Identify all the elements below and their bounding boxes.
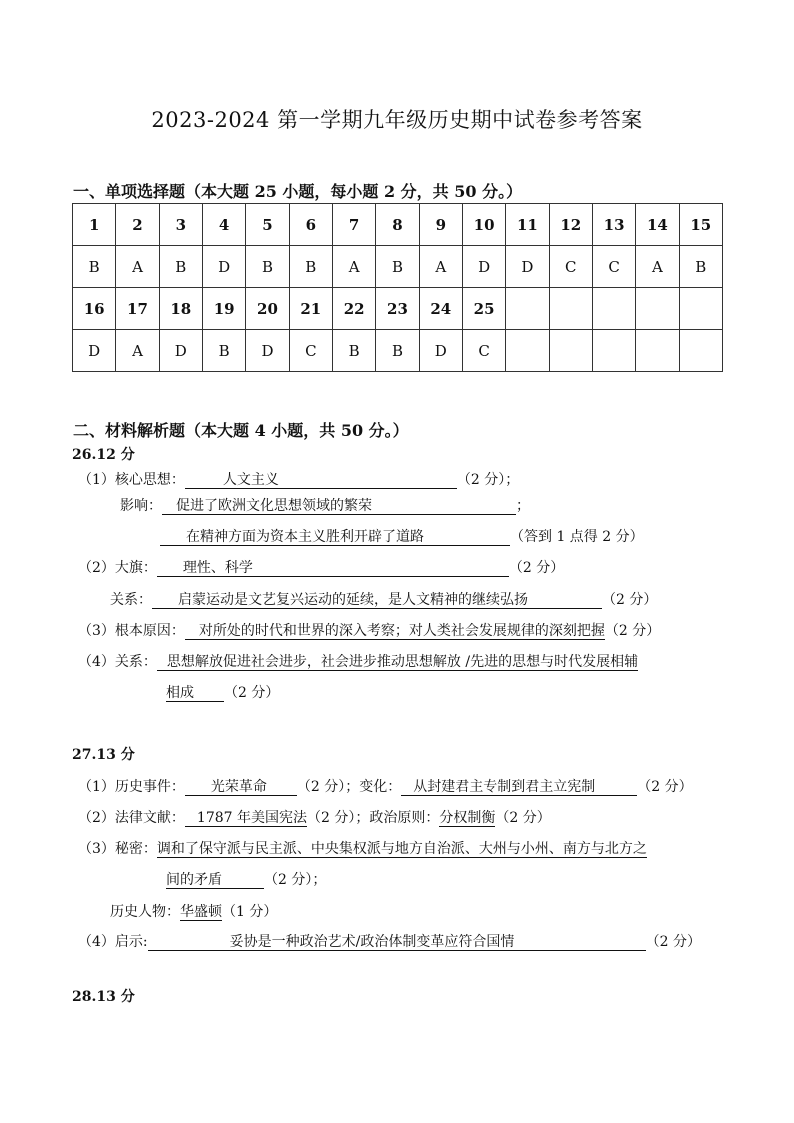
q27-3-label: （3）秘密：	[78, 841, 157, 857]
q26-3-answer: 在精神方面为资本主义胜利开辟了道路	[160, 529, 510, 546]
q27-line5	[110, 901, 277, 921]
table-row-numbers	[73, 204, 723, 246]
table-row-answers	[73, 330, 723, 372]
q27-5-answer: 华盛顿	[180, 904, 222, 920]
q27-1-label: （1）历史事件：	[78, 779, 185, 795]
table-cell: 5	[246, 204, 289, 246]
table-cell: 16	[73, 288, 116, 330]
table-cell: 7	[332, 204, 375, 246]
q27-1-answer2: 从封建君主专制到君主立宪制	[401, 779, 637, 796]
table-cell: 23	[376, 288, 419, 330]
q27-line6	[78, 931, 701, 951]
table-cell: 20	[246, 288, 289, 330]
table-cell: 21	[289, 288, 332, 330]
q27-5-score: （1 分）	[222, 904, 278, 920]
table-cell: 14	[636, 204, 679, 246]
table-cell: A	[636, 246, 679, 288]
q27-2-answer2: 分权制衡	[439, 810, 496, 826]
table-cell	[592, 330, 635, 372]
table-cell: 9	[419, 204, 462, 246]
table-cell: B	[202, 330, 245, 372]
table-cell	[592, 288, 635, 330]
q27-6-answer: 妥协是一种政治艺术/政治体制变革应符合国情	[148, 934, 646, 951]
table-cell: B	[679, 246, 722, 288]
q26-6-answer: 对所处的时代和世界的深入考察；对人类社会发展规律的深刻把握	[185, 623, 605, 640]
table-cell	[636, 288, 679, 330]
table-cell: B	[332, 330, 375, 372]
q27-line2	[78, 807, 551, 827]
table-cell: 6	[289, 204, 332, 246]
table-cell	[549, 330, 592, 372]
table-cell: D	[506, 246, 549, 288]
q26-1-label: （1）核心思想：	[78, 472, 185, 488]
q26-heading: 26.12 分	[72, 447, 135, 463]
q26-line5	[110, 589, 657, 609]
q26-3-score: （答到 1 点得 2 分）	[510, 529, 644, 545]
q27-line1	[78, 776, 693, 796]
table-cell: D	[73, 330, 116, 372]
table-cell: D	[462, 246, 505, 288]
table-cell: 15	[679, 204, 722, 246]
table-cell: A	[419, 246, 462, 288]
table-cell: C	[462, 330, 505, 372]
table-cell: 3	[159, 204, 202, 246]
table-cell: 8	[376, 204, 419, 246]
q26-line4	[78, 557, 564, 577]
table-cell	[679, 288, 722, 330]
table-cell: D	[246, 330, 289, 372]
table-cell: D	[159, 330, 202, 372]
table-cell: B	[376, 246, 419, 288]
table-cell: 10	[462, 204, 505, 246]
q26-4-score: （2 分）	[508, 560, 565, 576]
q27-2-label: （2）法律文献：	[78, 810, 185, 826]
q26-5-score: （2 分）	[602, 592, 658, 608]
table-cell: 11	[506, 204, 549, 246]
q26-line2	[120, 495, 530, 515]
table-cell: B	[159, 246, 202, 288]
q27-1-answer: 光荣革命	[185, 779, 297, 796]
table-cell	[549, 288, 592, 330]
table-cell	[679, 330, 722, 372]
table-cell: 1	[73, 204, 116, 246]
q26-2-label: 影响：	[120, 498, 162, 514]
q26-2-end: ；	[516, 498, 530, 514]
q27-3-answer: 调和了保守派与民主派、中央集权派与地方自治派、大州与小州、南方与北方之	[156, 841, 647, 857]
q27-2-answer: 1787 年美国宪法	[185, 810, 307, 827]
table-cell: D	[419, 330, 462, 372]
q27-2-mid: （2 分）；政治原则：	[307, 810, 440, 826]
table-cell: B	[246, 246, 289, 288]
q26-8-answer: 相成	[166, 685, 224, 702]
table-cell: A	[332, 246, 375, 288]
table-cell: 25	[462, 288, 505, 330]
table-cell: 18	[159, 288, 202, 330]
table-cell: 24	[419, 288, 462, 330]
q26-line7	[78, 651, 638, 671]
q26-line8	[166, 682, 279, 702]
q27-4-answer: 间的矛盾	[166, 872, 264, 889]
table-cell: C	[289, 330, 332, 372]
answer-table	[72, 203, 723, 372]
table-cell: 4	[202, 204, 245, 246]
table-cell: 17	[116, 288, 159, 330]
q27-1-score: （2 分）	[637, 779, 693, 795]
table-row-numbers	[73, 288, 723, 330]
q26-line1	[78, 469, 519, 489]
table-cell: 13	[592, 204, 635, 246]
q26-line3	[160, 526, 644, 546]
table-cell: C	[592, 246, 635, 288]
table-cell: B	[376, 330, 419, 372]
q26-6-score: （2 分）	[604, 623, 661, 639]
table-row-answers	[73, 246, 723, 288]
q26-4-answer: 理性、科学	[157, 560, 509, 577]
q27-5-label: 历史人物：	[110, 904, 180, 920]
q26-5-label: 关系：	[110, 592, 152, 608]
table-cell: C	[549, 246, 592, 288]
table-cell: 19	[202, 288, 245, 330]
table-cell	[506, 288, 549, 330]
q27-line3	[78, 838, 647, 858]
table-cell: 2	[116, 204, 159, 246]
q26-7-label: （4）关系：	[78, 654, 157, 670]
table-cell: D	[202, 246, 245, 288]
q26-1-answer: 人文主义	[185, 472, 457, 489]
section1-heading: 一、单项选择题（本大题 25 小题，每小题 2 分，共 50 分。）	[73, 182, 523, 201]
q26-8-score: （2 分）	[224, 685, 280, 701]
q26-7-answer: 思想解放促进社会进步，社会进步推动思想解放 /先进的思想与时代发展相辅	[157, 654, 638, 671]
table-cell: B	[289, 246, 332, 288]
q27-6-score: （2 分）	[645, 934, 701, 950]
q27-1-mid: （2 分）；变化：	[296, 779, 402, 795]
q26-5-answer: 启蒙运动是文艺复兴运动的延续，是人文精神的继续弘扬	[152, 592, 602, 609]
q27-2-score: （2 分）	[495, 810, 551, 826]
table-cell	[636, 330, 679, 372]
table-cell: B	[73, 246, 116, 288]
table-cell: 12	[549, 204, 592, 246]
page-title: 2023-2024 第一学期九年级历史期中试卷参考答案	[151, 108, 643, 132]
table-cell: A	[116, 246, 159, 288]
q28-heading: 28.13 分	[72, 989, 135, 1005]
q26-2-answer: 促进了欧洲文化思想领域的繁荣	[162, 498, 516, 515]
q27-heading: 27.13 分	[72, 747, 135, 763]
table-cell	[506, 330, 549, 372]
q26-1-score: （2 分）；	[456, 472, 520, 488]
section2-heading: 二、材料解析题（本大题 4 小题，共 50 分。）	[73, 421, 409, 440]
q27-line4	[166, 869, 326, 889]
q26-6-label: （3）根本原因：	[78, 623, 185, 639]
q26-4-label: （2）大旗：	[78, 560, 157, 576]
q26-line6	[78, 620, 660, 640]
table-cell: 22	[332, 288, 375, 330]
q27-6-label: （4）启示:	[78, 934, 148, 950]
q27-4-score: （2 分）；	[264, 872, 327, 888]
table-cell: A	[116, 330, 159, 372]
